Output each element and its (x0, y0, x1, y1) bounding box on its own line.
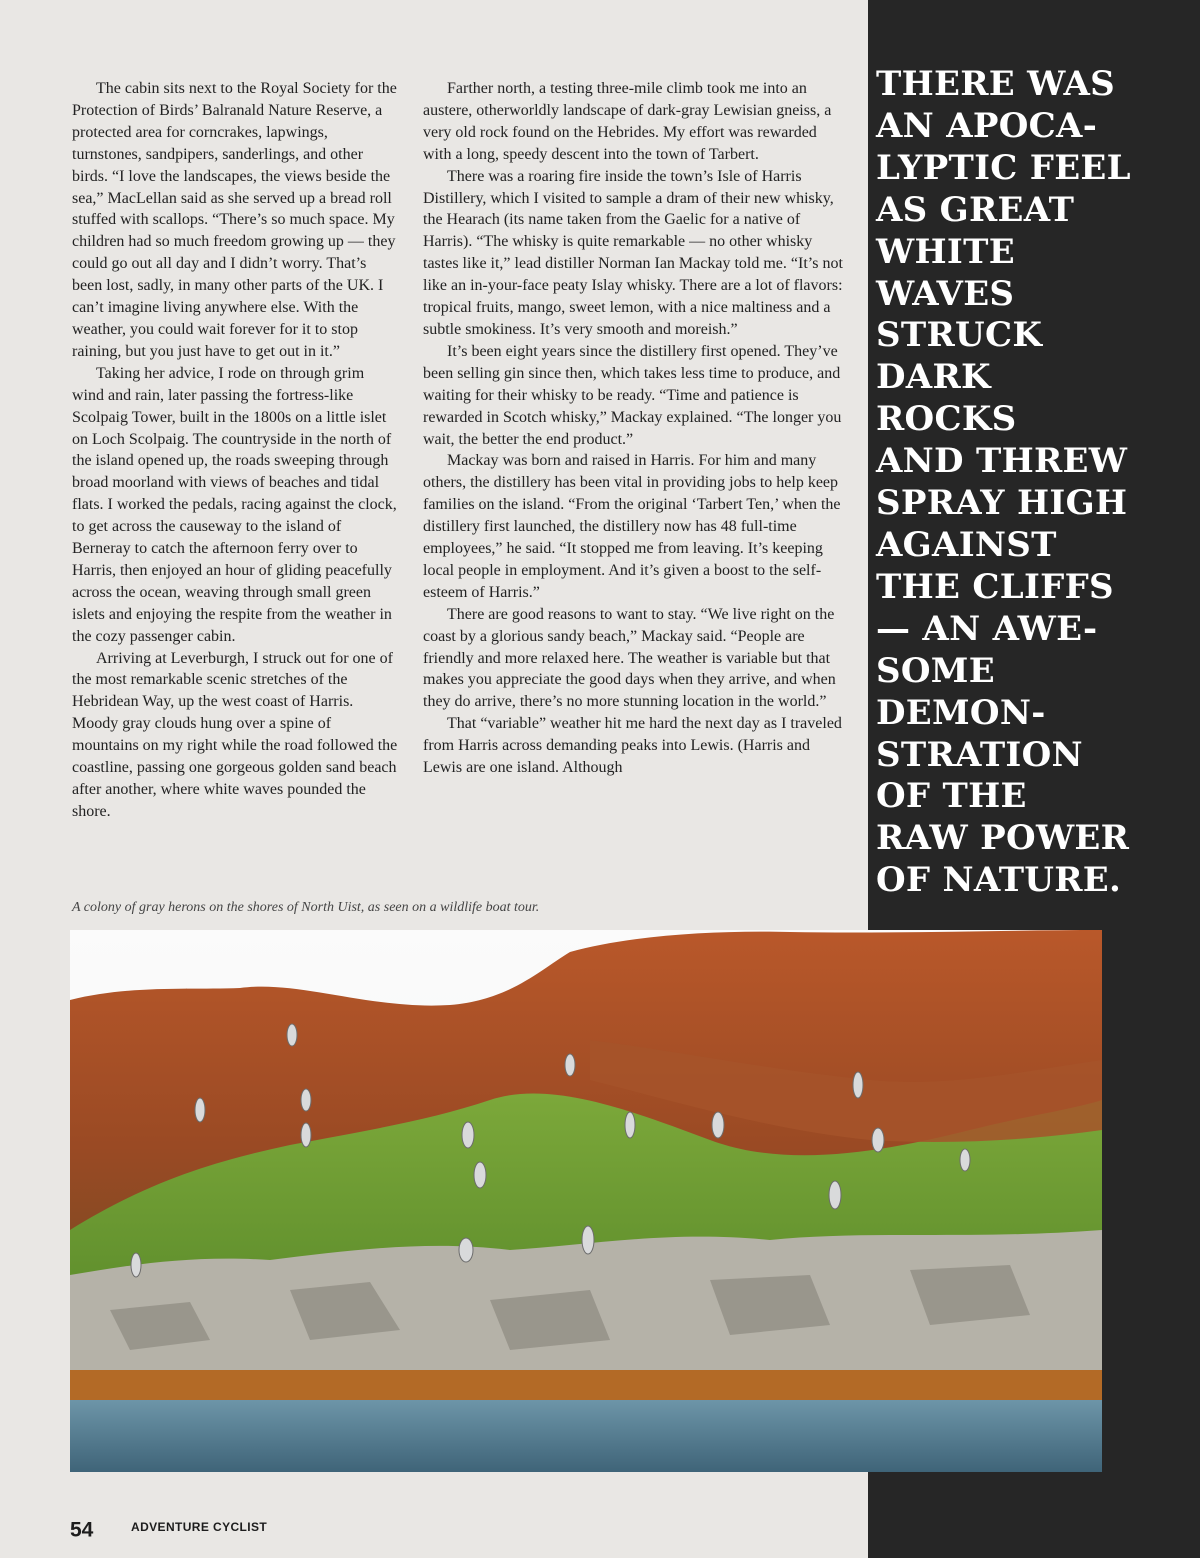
paragraph: There was a roaring fire inside the town’s Isle of Harris Distillery, which I visited to sample a dram of their new whisky, the Hearach (its name taken from the Gaelic for a native of Harris). “The whisky is quite remarkable — no other whisky tastes like it,” lead distiller Norman Ian Mackay told me. “It’s not like an in-your-face peaty Islay whisky. There are a lot of flavors: tropical fruits, mango, sweet lemon, with a nice maltiness and a subtle smokiness. It’s very smooth and moreish.” (423, 167, 843, 338)
heron (712, 1112, 724, 1138)
pull-quote-line: WHITE (876, 231, 1015, 272)
heron (301, 1123, 311, 1147)
pull-quote-line: OF THE (876, 776, 1027, 817)
pull-quote-line: DARK (876, 357, 991, 398)
pull-quote-line: LYPTIC FEEL (876, 147, 1131, 188)
pull-quote-line: — AN AWE- (876, 608, 1098, 649)
pull-quote-line: ROCKS (876, 399, 1017, 440)
pull-quote-line: AN APOCA- (876, 105, 1098, 146)
paragraph: There are good reasons to want to stay. “We live right on the coast by a glorious sandy beach,” Mackay said. “People are friendly and more relaxed here. The weather is variable but that makes you appreciate the good days when they arrive, and when they do arrive, there’s no more stunning location in the world.” (423, 605, 836, 711)
paragraph: It’s been eight years since the distillery first opened. They’ve been selling gin since then, which takes less time to produce, and waiting for their whisky to be ready. “Time and patience is rewarded in Scotch whisky,” Mackay explained. “The longer you wait, the better the end product.” (423, 342, 842, 448)
pull-quote-line: AGAINST (876, 524, 1057, 565)
heron (131, 1253, 141, 1277)
pull-quote-line: AS GREAT (876, 189, 1075, 230)
heron (474, 1162, 486, 1188)
paragraph: Taking her advice, I rode on through grim wind and rain, later passing the fortress-like Scolpaig Tower, built in the 1800s on a little islet on Loch Scolpaig. The countryside in the north of the island opened up, the roads sweeping through broad moorland with views of beaches and tidal flats. I worked the pedals, racing against the clock, to get across the causeway to the island of Berneray to catch the afternoon ferry over to Harris, then enjoyed an hour of gliding peacefully across the ocean, weaving through small green islets and enjoying the respite from the weather in the cozy passenger cabin. (72, 364, 397, 645)
pull-quote-line: SPRAY HIGH (876, 483, 1128, 524)
magazine-name: ADVENTURE CYCLIST (131, 1520, 268, 1534)
paragraph: That “variable” weather hit me hard the next day as I traveled from Harris across demanding peaks into Lewis. (Harris and Lewis are one island. Although (423, 715, 842, 777)
paragraph: Arriving at Leverburgh, I struck out for one of the most remarkable scenic stretches of the Hebridean Way, up the west coast of Harris. Moody gray clouds hung over a spine of mountains on my right while the road followed the coastline, passing one gorgeous golden sand beach after another, where white waves pounded the shore. (72, 649, 398, 820)
pull-quote-line: STRUCK (876, 315, 1043, 356)
paragraph: Mackay was born and raised in Harris. For him and many others, the distillery has been vital in providing jobs to help keep families on the island. “From the original ‘Tarbert Ten,’ when the distillery first launched, the distillery now has 48 full-time employees,” he said. “It stopped me from leaving. It’s keeping local people in employment. And it’s given a boost to the self-esteem of Harris.” (423, 452, 841, 601)
paragraph: Farther north, a testing three-mile climb took me into an austere, otherworldly landscape of dark-gray Lewisian gneiss, a very old rock found on the Hebrides. My effort was rewarded with a long, speedy descent into the town of Tarbert. (423, 80, 832, 163)
pull-quote-line: RAW POWER (876, 818, 1130, 859)
heron (960, 1149, 970, 1171)
pull-quote-line: WAVES (876, 273, 1015, 314)
paragraph: The cabin sits next to the Royal Society for the Protection of Birds’ Balranald Nature Reserve, a protected area for corncrakes, lapwings, turnstones, sandpipers, sanderlings, and other birds. “I love the landscapes, the views beside the sea,” MacLellan said as she served up a bread roll stuffed with scallops. “There’s so much space. My children had so much freedom growing up — they could go out all day and I didn’t worry. That’s been lost, sadly, in many other parts of the UK. I can’t imagine living anywhere else. With the weather, you could wait forever for it to stop raining, but you just have to get out in it.” (72, 80, 397, 360)
photo-caption: A colony of gray herons on the shores of North Uist, as seen on a wildlife boat tour. (72, 900, 540, 915)
pull-quote (876, 64, 1176, 902)
heron (565, 1054, 575, 1076)
heron (625, 1112, 635, 1138)
pull-quote-line: THERE WAS (876, 64, 1115, 104)
pull-quote-line: STRATION (876, 734, 1083, 775)
heron (582, 1226, 594, 1254)
heron (462, 1122, 474, 1148)
article-column-1 (72, 78, 398, 823)
heron (287, 1024, 297, 1046)
pull-quote-line: THE CLIFFS (876, 566, 1114, 607)
heron (872, 1128, 884, 1152)
pull-quote-line: OF NATURE. (876, 860, 1122, 901)
pull-quote-line: DEMON- (876, 692, 1046, 733)
page-number: 54 (70, 1518, 94, 1542)
heron (459, 1238, 473, 1262)
heron (853, 1072, 863, 1098)
article-column-2 (423, 78, 847, 779)
heron (195, 1098, 205, 1122)
heron (829, 1181, 841, 1209)
heron (301, 1089, 311, 1111)
pull-quote-line: SOME (876, 650, 995, 691)
sea (70, 1400, 1102, 1472)
heron-colony-photo (70, 930, 1102, 1472)
pull-quote-line: AND THREW (876, 441, 1128, 482)
